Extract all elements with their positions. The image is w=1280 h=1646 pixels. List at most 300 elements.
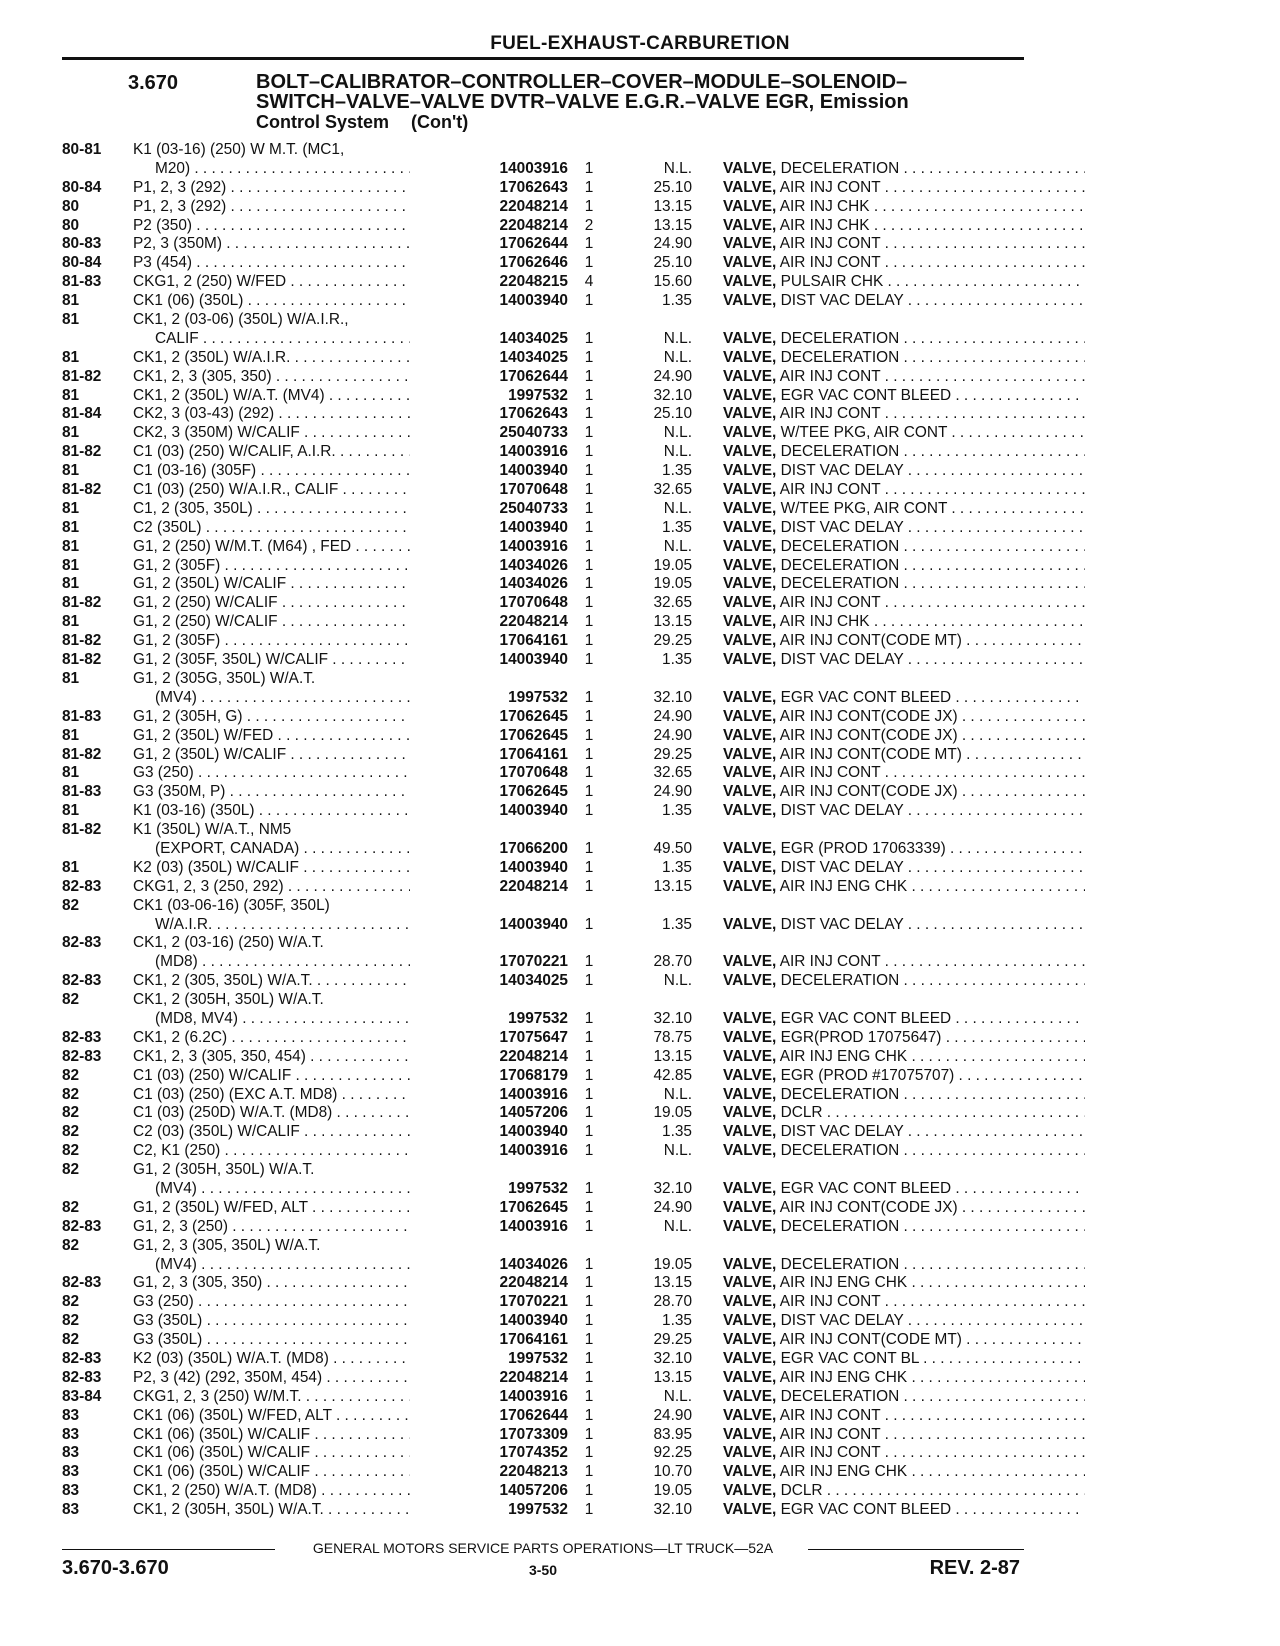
part-name: [723, 916, 1085, 935]
footer-page-number: 3-50: [528, 1562, 558, 1578]
usage-description: CALIF . . .: [155, 330, 472, 349]
part-number: 17064161: [410, 1331, 568, 1350]
part-name: [723, 1482, 1085, 1501]
usage-description: G3 (350M, P) . . .: [133, 783, 472, 802]
price: 32.10: [653, 688, 692, 706]
part-number: 17075647: [410, 1029, 568, 1048]
model-year: 83: [62, 1406, 80, 1424]
list-item: [62, 821, 1024, 840]
quantity: 1: [584, 1293, 594, 1311]
model-year: 81: [62, 499, 80, 517]
list-item: [62, 217, 1024, 236]
part-name: [723, 689, 1085, 708]
part-modifier: DECELERATION: [780, 1255, 900, 1273]
part-noun: VALVE,: [723, 707, 777, 725]
price: 32.10: [653, 1009, 692, 1027]
price: 13.15: [653, 1368, 692, 1386]
part-noun: VALVE,: [723, 915, 777, 933]
model-year: 80: [62, 197, 80, 215]
list-item: [62, 746, 1024, 765]
part-modifier: EGR(PROD 17075647): [780, 1028, 942, 1046]
quantity: 1: [584, 348, 594, 366]
part-name: [723, 1067, 1085, 1086]
part-name: [723, 1199, 1085, 1218]
part-number: 14034025: [410, 972, 568, 991]
list-item: [62, 1312, 1024, 1331]
quantity: 1: [584, 1463, 594, 1481]
part-modifier: DECELERATION: [780, 537, 900, 555]
part-noun: VALVE,: [723, 1331, 777, 1349]
model-year: 83: [62, 1444, 80, 1462]
part-number: 14034025: [410, 330, 568, 349]
list-item: [62, 708, 1024, 727]
usage-description: (MV4) . . .: [155, 1180, 472, 1199]
part-number: 17070648: [410, 481, 568, 500]
price: 42.85: [653, 1066, 692, 1084]
part-modifier: DIST VAC DELAY: [780, 651, 904, 669]
quantity: 1: [584, 613, 594, 631]
price: 1.35: [662, 1123, 692, 1141]
part-name: [723, 1463, 1085, 1482]
list-item: [62, 235, 1024, 254]
quantity: 1: [584, 764, 594, 782]
price: N.L.: [663, 443, 692, 461]
list-item: [62, 198, 1024, 217]
list-item: [62, 330, 1024, 349]
part-noun: VALVE,: [723, 556, 777, 574]
price: N.L.: [663, 1387, 692, 1405]
part-name: [723, 1331, 1085, 1350]
list-item: [62, 500, 1024, 519]
part-modifier: DECELERATION: [780, 348, 900, 366]
part-modifier: AIR INJ ENG CHK: [779, 1368, 908, 1386]
quantity: 4: [584, 273, 594, 291]
list-item: [62, 160, 1024, 179]
part-noun: VALVE,: [723, 1217, 777, 1235]
quantity: 1: [584, 1501, 594, 1519]
quantity: 1: [584, 1066, 594, 1084]
part-modifier: EGR (PROD 17063339): [780, 839, 946, 857]
usage-description: CK1, 2 (305H, 350L) W/A.T. . . .: [133, 1501, 472, 1520]
model-year: 82: [62, 1104, 80, 1122]
part-name: [723, 198, 1085, 217]
list-item: [62, 1199, 1024, 1218]
part-noun: VALVE,: [723, 839, 777, 857]
part-modifier: EGR VAC CONT BLEED: [780, 1179, 952, 1197]
part-noun: VALVE,: [723, 499, 777, 517]
part-name: [723, 802, 1085, 821]
list-item: [62, 783, 1024, 802]
part-number: 1997532: [410, 689, 568, 708]
quantity: 1: [584, 783, 594, 801]
footer-rule-right: [808, 1549, 1024, 1550]
part-number: 14034026: [410, 1256, 568, 1275]
part-name: [723, 481, 1085, 500]
part-name: [723, 1501, 1085, 1520]
usage-description: G1, 2 (350L) W/FED, ALT . . .: [133, 1199, 472, 1218]
quantity: 1: [584, 329, 594, 347]
usage-description: CK2, 3 (03-43) (292) . . .: [133, 405, 472, 424]
price: 1.35: [662, 915, 692, 933]
model-year: 82: [62, 1085, 80, 1103]
part-noun: VALVE,: [723, 1350, 777, 1367]
model-year: 81-83: [62, 273, 102, 291]
price: N.L.: [663, 159, 692, 177]
model-year: 81: [62, 292, 80, 310]
quantity: 1: [584, 481, 594, 499]
part-modifier: EGR VAC CONT BL: [780, 1350, 919, 1367]
usage-description: P1, 2, 3 (292) . . .: [133, 179, 472, 198]
quantity: 1: [584, 1331, 594, 1349]
part-modifier: AIR INJ CONT: [779, 1406, 881, 1424]
usage-description: C1 (03) (250) W/CALIF, A.I.R. . . .: [133, 443, 472, 462]
usage-description: C1 (03) (250) (EXC A.T. MD8) . . .: [133, 1086, 472, 1105]
part-name: [723, 1293, 1085, 1312]
quantity: 1: [584, 159, 594, 177]
list-item: [62, 934, 1024, 953]
part-modifier: W/TEE PKG, AIR CONT: [780, 499, 948, 517]
part-noun: VALVE,: [723, 613, 777, 631]
price: 24.90: [653, 707, 692, 725]
part-noun: VALVE,: [723, 537, 777, 555]
part-name: [723, 179, 1085, 198]
part-noun: VALVE,: [723, 1123, 777, 1141]
quantity: 1: [584, 1482, 594, 1500]
part-noun: VALVE,: [723, 802, 777, 820]
quantity: 1: [584, 1009, 594, 1027]
list-item: [62, 1104, 1024, 1123]
part-modifier: AIR INJ CONT(CODE JX): [779, 783, 958, 801]
usage-description: G1, 2 (350L) W/CALIF . . .: [133, 746, 472, 765]
part-name: [723, 1010, 1085, 1029]
list-item: [62, 859, 1024, 878]
usage-description: CK1, 2 (03-06) (350L) W/A.I.R.,: [133, 311, 349, 329]
part-name: [723, 1086, 1085, 1105]
quantity: 1: [584, 1047, 594, 1065]
list-item: [62, 1369, 1024, 1388]
quantity: 1: [584, 1312, 594, 1330]
list-item: [62, 764, 1024, 783]
model-year: 81: [62, 802, 80, 820]
list-item: [62, 575, 1024, 594]
usage-description: K2 (03) (350L) W/CALIF . . .: [133, 859, 472, 878]
part-noun: VALVE,: [723, 1482, 777, 1500]
price: 1.35: [662, 518, 692, 536]
price: 29.25: [653, 745, 692, 763]
quantity: 1: [584, 1104, 594, 1122]
price: 32.65: [653, 594, 692, 612]
part-modifier: DECELERATION: [780, 1217, 900, 1235]
list-item: [62, 689, 1024, 708]
part-noun: VALVE,: [723, 178, 777, 196]
usage-description: CK1, 2 (305H, 350L) W/A.T.: [133, 991, 324, 1009]
part-modifier: AIR INJ CONT: [779, 481, 881, 499]
usage-description: G1, 2 (305G, 350L) W/A.T.: [133, 669, 316, 687]
model-year: 82-83: [62, 1368, 102, 1386]
price: 83.95: [653, 1425, 692, 1443]
footer-revision: REV. 2-87: [929, 1557, 1020, 1579]
part-number: 17062645: [410, 727, 568, 746]
list-item: [62, 897, 1024, 916]
part-noun: VALVE,: [723, 443, 777, 461]
model-year: 81-82: [62, 651, 102, 669]
price: 1.35: [662, 292, 692, 310]
list-item: [62, 670, 1024, 689]
part-name: [723, 764, 1085, 783]
part-noun: VALVE,: [723, 235, 777, 253]
part-noun: VALVE,: [723, 688, 777, 706]
model-year: 82: [62, 1123, 80, 1141]
usage-description: G1, 2, 3 (305, 350L) W/A.T.: [133, 1236, 321, 1254]
parts-list: [62, 141, 1024, 1520]
part-modifier: AIR INJ CONT: [779, 235, 881, 253]
quantity: 1: [584, 254, 594, 272]
part-name: [723, 462, 1085, 481]
part-modifier: EGR VAC CONT BLEED: [780, 688, 952, 706]
part-modifier: AIR INJ CONT: [779, 764, 881, 782]
quantity: 1: [584, 745, 594, 763]
usage-description: G1, 2 (305F) . . .: [133, 557, 472, 576]
part-noun: VALVE,: [723, 1085, 777, 1103]
price: N.L.: [663, 1217, 692, 1235]
part-number: 17062644: [410, 1407, 568, 1426]
part-noun: VALVE,: [723, 632, 777, 650]
part-number: 14003940: [410, 916, 568, 935]
part-modifier: DIST VAC DELAY: [780, 1123, 904, 1141]
list-item: [62, 594, 1024, 613]
part-modifier: AIR INJ CONT: [779, 1444, 881, 1462]
list-item: [62, 632, 1024, 651]
list-item: [62, 557, 1024, 576]
part-noun: VALVE,: [723, 216, 777, 234]
part-name: [723, 1274, 1085, 1293]
model-year: 81: [62, 518, 80, 536]
list-item: [62, 141, 1024, 160]
usage-description: G1, 2 (305H, 350L) W/A.T.: [133, 1161, 315, 1179]
part-name: [723, 405, 1085, 424]
price: 28.70: [653, 953, 692, 971]
part-name: [723, 387, 1085, 406]
part-modifier: DECELERATION: [780, 1387, 900, 1405]
price: 1.35: [662, 802, 692, 820]
part-name: [723, 1444, 1085, 1463]
quantity: 1: [584, 1217, 594, 1235]
price: 32.65: [653, 764, 692, 782]
part-number: 14034025: [410, 349, 568, 368]
quantity: 1: [584, 877, 594, 895]
quantity: 1: [584, 405, 594, 423]
part-name: [723, 235, 1085, 254]
quantity: 1: [584, 386, 594, 404]
list-item: [62, 1218, 1024, 1237]
price: 78.75: [653, 1028, 692, 1046]
usage-description: M20) . . .: [155, 160, 472, 179]
quantity: 1: [584, 972, 594, 990]
part-noun: VALVE,: [723, 462, 777, 480]
part-noun: VALVE,: [723, 1255, 777, 1273]
price: 13.15: [653, 877, 692, 895]
price: 25.10: [653, 405, 692, 423]
part-noun: VALVE,: [723, 405, 777, 423]
quantity: 1: [584, 443, 594, 461]
model-year: 81: [62, 613, 80, 631]
part-noun: VALVE,: [723, 1444, 777, 1462]
part-name: [723, 783, 1085, 802]
model-year: 82-83: [62, 1350, 102, 1367]
price: 32.10: [653, 1501, 692, 1519]
part-noun: VALVE,: [723, 424, 777, 442]
usage-description: G1, 2 (250) W/CALIF . . .: [133, 594, 472, 613]
list-item: [62, 991, 1024, 1010]
part-number: 17074352: [410, 1444, 568, 1463]
usage-description: (MV4) . . .: [155, 1256, 472, 1275]
usage-description: CK1, 2, 3 (305, 350, 454) . . .: [133, 1048, 472, 1067]
part-number: 17062644: [410, 368, 568, 387]
price: 29.25: [653, 632, 692, 650]
part-modifier: EGR (PROD #17075707): [780, 1066, 955, 1084]
model-year: 83: [62, 1501, 80, 1519]
model-year: 82-83: [62, 1274, 102, 1292]
price: 49.50: [653, 839, 692, 857]
usage-description: C1 (03-16) (305F) . . .: [133, 462, 472, 481]
model-year: 81: [62, 348, 80, 366]
part-noun: VALVE,: [723, 1425, 777, 1443]
usage-description: CK1, 2 (350L) W/A.T. (MV4) . . .: [133, 387, 472, 406]
quantity: 2: [584, 216, 594, 234]
list-item: [62, 1180, 1024, 1199]
quantity: 1: [584, 594, 594, 612]
part-number: 1997532: [410, 1501, 568, 1520]
quantity: 1: [584, 651, 594, 669]
part-noun: VALVE,: [723, 575, 777, 593]
price: 1.35: [662, 462, 692, 480]
usage-description: CKG1, 2, 3 (250) W/M.T. . . .: [133, 1388, 472, 1407]
part-name: [723, 1048, 1085, 1067]
model-year: 82-83: [62, 1028, 102, 1046]
price: 19.05: [653, 1104, 692, 1122]
model-year: 81: [62, 858, 80, 876]
usage-description: CKG1, 2, 3 (250, 292) . . .: [133, 878, 472, 897]
part-modifier: AIR INJ CHK: [779, 613, 870, 631]
part-noun: VALVE,: [723, 972, 777, 990]
model-year: 82: [62, 991, 80, 1009]
part-modifier: PULSAIR CHK: [780, 273, 884, 291]
part-modifier: W/TEE PKG, AIR CONT: [780, 424, 948, 442]
quantity: 1: [584, 424, 594, 442]
usage-description: CK1 (06) (350L) W/CALIF . . .: [133, 1463, 472, 1482]
part-name: [723, 500, 1085, 519]
model-year: 81: [62, 424, 80, 442]
quantity: 1: [584, 1425, 594, 1443]
quantity: 1: [584, 537, 594, 555]
part-modifier: AIR INJ CONT(CODE JX): [779, 1198, 958, 1216]
usage-description: G1, 2, 3 (250) . . .: [133, 1218, 472, 1237]
usage-description: G3 (250) . . .: [133, 1293, 472, 1312]
part-modifier: AIR INJ CHK: [779, 197, 870, 215]
usage-description: K2 (03) (350L) W/A.T. (MD8) . . .: [133, 1350, 472, 1369]
part-modifier: AIR INJ CHK: [779, 216, 870, 234]
model-year: 82: [62, 1198, 80, 1216]
part-modifier: AIR INJ CONT: [779, 594, 881, 612]
quantity: 1: [584, 235, 594, 253]
part-noun: VALVE,: [723, 953, 777, 971]
list-item: [62, 878, 1024, 897]
part-modifier: DIST VAC DELAY: [780, 1312, 904, 1330]
part-noun: VALVE,: [723, 159, 777, 177]
part-number: 22048214: [410, 198, 568, 217]
list-item: [62, 802, 1024, 821]
part-noun: VALVE,: [723, 197, 777, 215]
model-year: 82: [62, 1142, 80, 1160]
part-modifier: DIST VAC DELAY: [780, 858, 904, 876]
model-year: 82: [62, 1066, 80, 1084]
part-noun: VALVE,: [723, 1293, 777, 1311]
part-name: [723, 160, 1085, 179]
part-name: [723, 1142, 1085, 1161]
part-modifier: DECELERATION: [780, 329, 900, 347]
quantity: 1: [584, 688, 594, 706]
usage-description: CK2, 3 (350M) W/CALIF . . .: [133, 424, 472, 443]
model-year: 81-83: [62, 783, 102, 801]
list-item: [62, 1067, 1024, 1086]
quantity: 1: [584, 178, 594, 196]
part-noun: VALVE,: [723, 292, 777, 310]
usage-description: C1 (03) (250) W/A.I.R., CALIF . . .: [133, 481, 472, 500]
part-number: 14003916: [410, 443, 568, 462]
part-noun: VALVE,: [723, 858, 777, 876]
usage-description: G3 (350L) . . .: [133, 1312, 472, 1331]
part-number: 14034026: [410, 557, 568, 576]
price: 15.60: [653, 273, 692, 291]
price: 32.10: [653, 1179, 692, 1197]
part-name: [723, 632, 1085, 651]
list-item: [62, 1274, 1024, 1293]
part-number: 14003916: [410, 1388, 568, 1407]
list-item: [62, 538, 1024, 557]
section-title-continued: (Con't): [411, 112, 469, 132]
part-number: 14057206: [410, 1482, 568, 1501]
section-number: 3.670: [128, 72, 179, 94]
price: 13.15: [653, 1274, 692, 1292]
price: 32.10: [653, 386, 692, 404]
quantity: 1: [584, 839, 594, 857]
part-noun: VALVE,: [723, 1142, 777, 1160]
part-noun: VALVE,: [723, 254, 777, 272]
header-rule: [62, 57, 1024, 60]
model-year: 82-83: [62, 1217, 102, 1235]
footer-publisher: GENERAL MOTORS SERVICE PARTS OPERATIONS—LT TRUCK—52A: [312, 1540, 774, 1556]
list-item: [62, 1048, 1024, 1067]
part-noun: VALVE,: [723, 1179, 777, 1197]
quantity: 1: [584, 1028, 594, 1046]
part-number: 17062645: [410, 708, 568, 727]
usage-description: P1, 2, 3 (292) . . .: [133, 198, 472, 217]
part-number: 1997532: [410, 1180, 568, 1199]
model-year: 81: [62, 386, 80, 404]
quantity: 1: [584, 1444, 594, 1462]
part-number: 14003940: [410, 462, 568, 481]
quantity: 1: [584, 556, 594, 574]
part-number: 17070648: [410, 764, 568, 783]
part-number: 17062643: [410, 179, 568, 198]
usage-description: (MD8, MV4) . . .: [155, 1010, 472, 1029]
section-title-line-2: SWITCH–VALVE–VALVE DVTR–VALVE E.G.R.–VALVE EGR, Emission: [256, 91, 909, 113]
part-noun: VALVE,: [723, 745, 777, 763]
usage-description: C1 (03) (250D) W/A.T. (MD8) . . .: [133, 1104, 472, 1123]
part-modifier: AIR INJ CONT: [779, 367, 881, 385]
part-modifier: AIR INJ CONT: [779, 178, 881, 196]
price: 13.15: [653, 613, 692, 631]
